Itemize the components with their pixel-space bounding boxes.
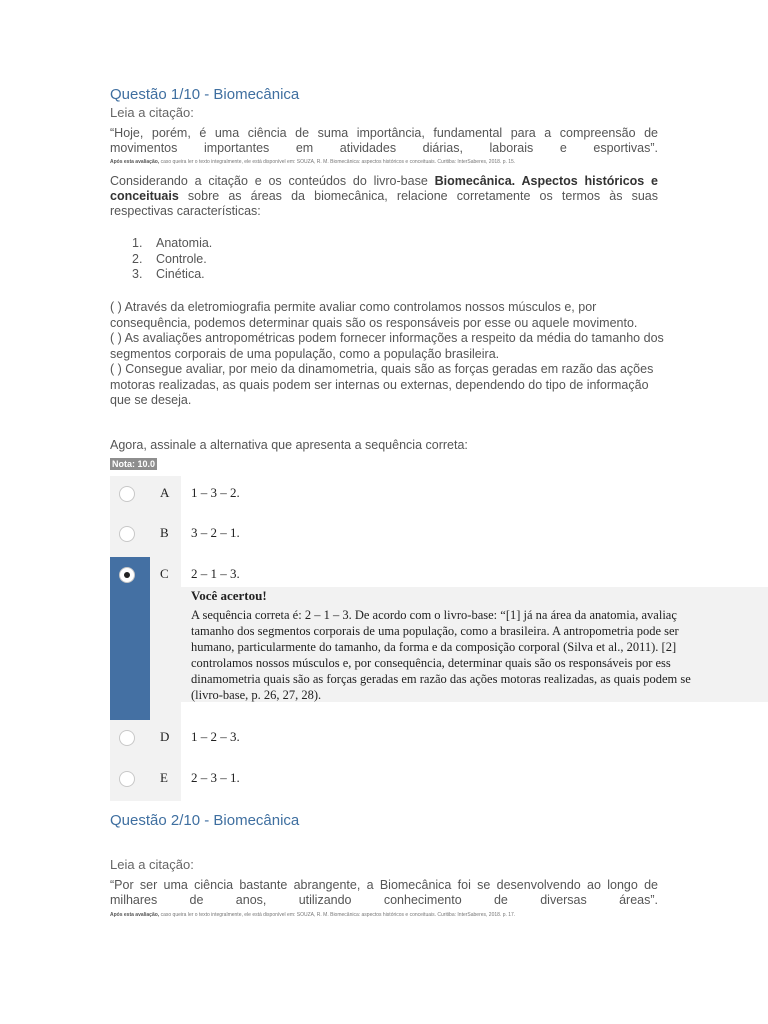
terms-list xyxy=(132,236,212,283)
radio-button[interactable] xyxy=(120,731,134,745)
list-item: 2. Controle. xyxy=(132,251,207,266)
option-e[interactable] xyxy=(110,761,768,801)
feedback-line: controlamos nossos músculos e, por consequência, determinar quais são os responsáveis por ess xyxy=(191,656,671,670)
intro-book-title: Biomecânica. Aspectos históricos e conceituais xyxy=(110,174,658,203)
question-2-quote: “Por ser uma ciência bastante abrangente, a Biomecânica foi se desenvolvendo ao longo de milhares de anos, utilizando conhecimento de diversas áreas”. xyxy=(110,878,658,907)
option-letter: E xyxy=(160,770,168,785)
option-text: 2 – 3 – 1. xyxy=(191,770,240,785)
option-b[interactable] xyxy=(110,516,768,556)
option-text: 3 – 2 – 1. xyxy=(191,525,240,540)
option-d[interactable] xyxy=(110,720,768,760)
list-item: 1. Anatomia. xyxy=(132,236,213,250)
list-item: 3. Cinética. xyxy=(132,267,205,281)
feedback-line: humano, particularmente do tamanho, da forma e da composição corporal (Silva et al., 2011). [2] xyxy=(191,640,677,654)
option-letter: A xyxy=(160,485,170,500)
feedback-line: A sequência correta é: 2 – 1 – 3. De acordo com o livro-base: “[1] já na área da anatomia, avaliaç xyxy=(191,608,677,622)
intro-text-b: sobre as áreas da biomecânica, relacione corretamente os termos às suas respectivas características: xyxy=(110,189,658,218)
option-letter: B xyxy=(160,525,169,540)
question-2-lead: Leia a citação: xyxy=(110,857,194,872)
option-letter: D xyxy=(160,729,170,744)
grade-badge: Nota: 10.0 xyxy=(112,459,156,469)
question-2-title: Questão 2/10 - Biomecânica xyxy=(110,812,300,829)
statement: ( ) Consegue avaliar, por meio da dinamometria, quais são as forças geradas em razão das ações motoras realizadas, as quais podem ser internas ou externas, dependendo do tipo de informação que se deseja. xyxy=(110,362,654,407)
feedback-line: (livro-base, p. 26, 27, 28). xyxy=(191,688,322,702)
option-text: 1 – 3 – 2. xyxy=(191,485,240,500)
question-1-lead: Leia a citação: xyxy=(110,105,194,120)
option-letter: C xyxy=(160,566,169,581)
radio-button-selected[interactable] xyxy=(120,568,134,582)
question-1-quote: “Hoje, porém, é uma ciência de suma importância, fundamental para a compreensão de movimentos importantes em atividades diárias, laborais e esportivas”. xyxy=(110,126,658,155)
question-1-intro xyxy=(110,174,658,219)
question-1-title: Questão 1/10 - Biomecânica xyxy=(110,86,300,103)
feedback-line: tamanho dos segmentos corporais de uma população, como a brasileira. A antropometria pode ser xyxy=(191,624,679,638)
statement: ( ) Através da eletromiografia permite avaliar como controlamos nossos músculos e, por consequência, podemos determinar quais são os responsáveis por esse ou aquele movimento. xyxy=(110,300,638,330)
radio-button[interactable] xyxy=(120,487,134,501)
option-a[interactable] xyxy=(110,476,768,516)
radio-button[interactable] xyxy=(120,772,134,786)
intro-text-a: Considerando a citação e os conteúdos do livro-base xyxy=(110,174,435,188)
statement: ( ) As avaliações antropométricas podem fornecer informações a respeito da média do tamanho dos segmentos corporais de uma população, como a população brasileira. xyxy=(110,331,664,361)
radio-button[interactable] xyxy=(120,527,134,541)
source-text: caso queira ler o texto integralmente, ele está disponível em: SOUZA, R. M. Biomecânica: aspectos históricos e conceituais. Curitiba: InterSaberes, 2018. p. 17. xyxy=(160,912,516,918)
question-1-source xyxy=(110,159,670,165)
feedback-body xyxy=(191,607,768,702)
option-text: 1 – 2 – 3. xyxy=(191,729,240,744)
source-bold: Após esta avaliação, xyxy=(110,159,160,165)
source-bold: Após esta avaliação, xyxy=(110,912,160,918)
question-2-source xyxy=(110,912,670,918)
feedback-line: dinamometria quais são as forças geradas em razão das ações motoras realizadas, as quais podem se xyxy=(191,672,691,686)
question-1-prompt: Agora, assinale a alternativa que apresenta a sequência correta: xyxy=(110,438,468,452)
option-text: 2 – 1 – 3. xyxy=(191,566,240,581)
statements xyxy=(110,300,670,409)
feedback-title: Você acertou! xyxy=(191,588,267,603)
answer-feedback xyxy=(181,587,768,702)
source-text: caso queira ler o texto integralmente, ele está disponível em: SOUZA, R. M. Biomecânica: aspectos históricos e conceituais. Curitiba: InterSaberes, 2018. p. 15. xyxy=(160,159,516,165)
